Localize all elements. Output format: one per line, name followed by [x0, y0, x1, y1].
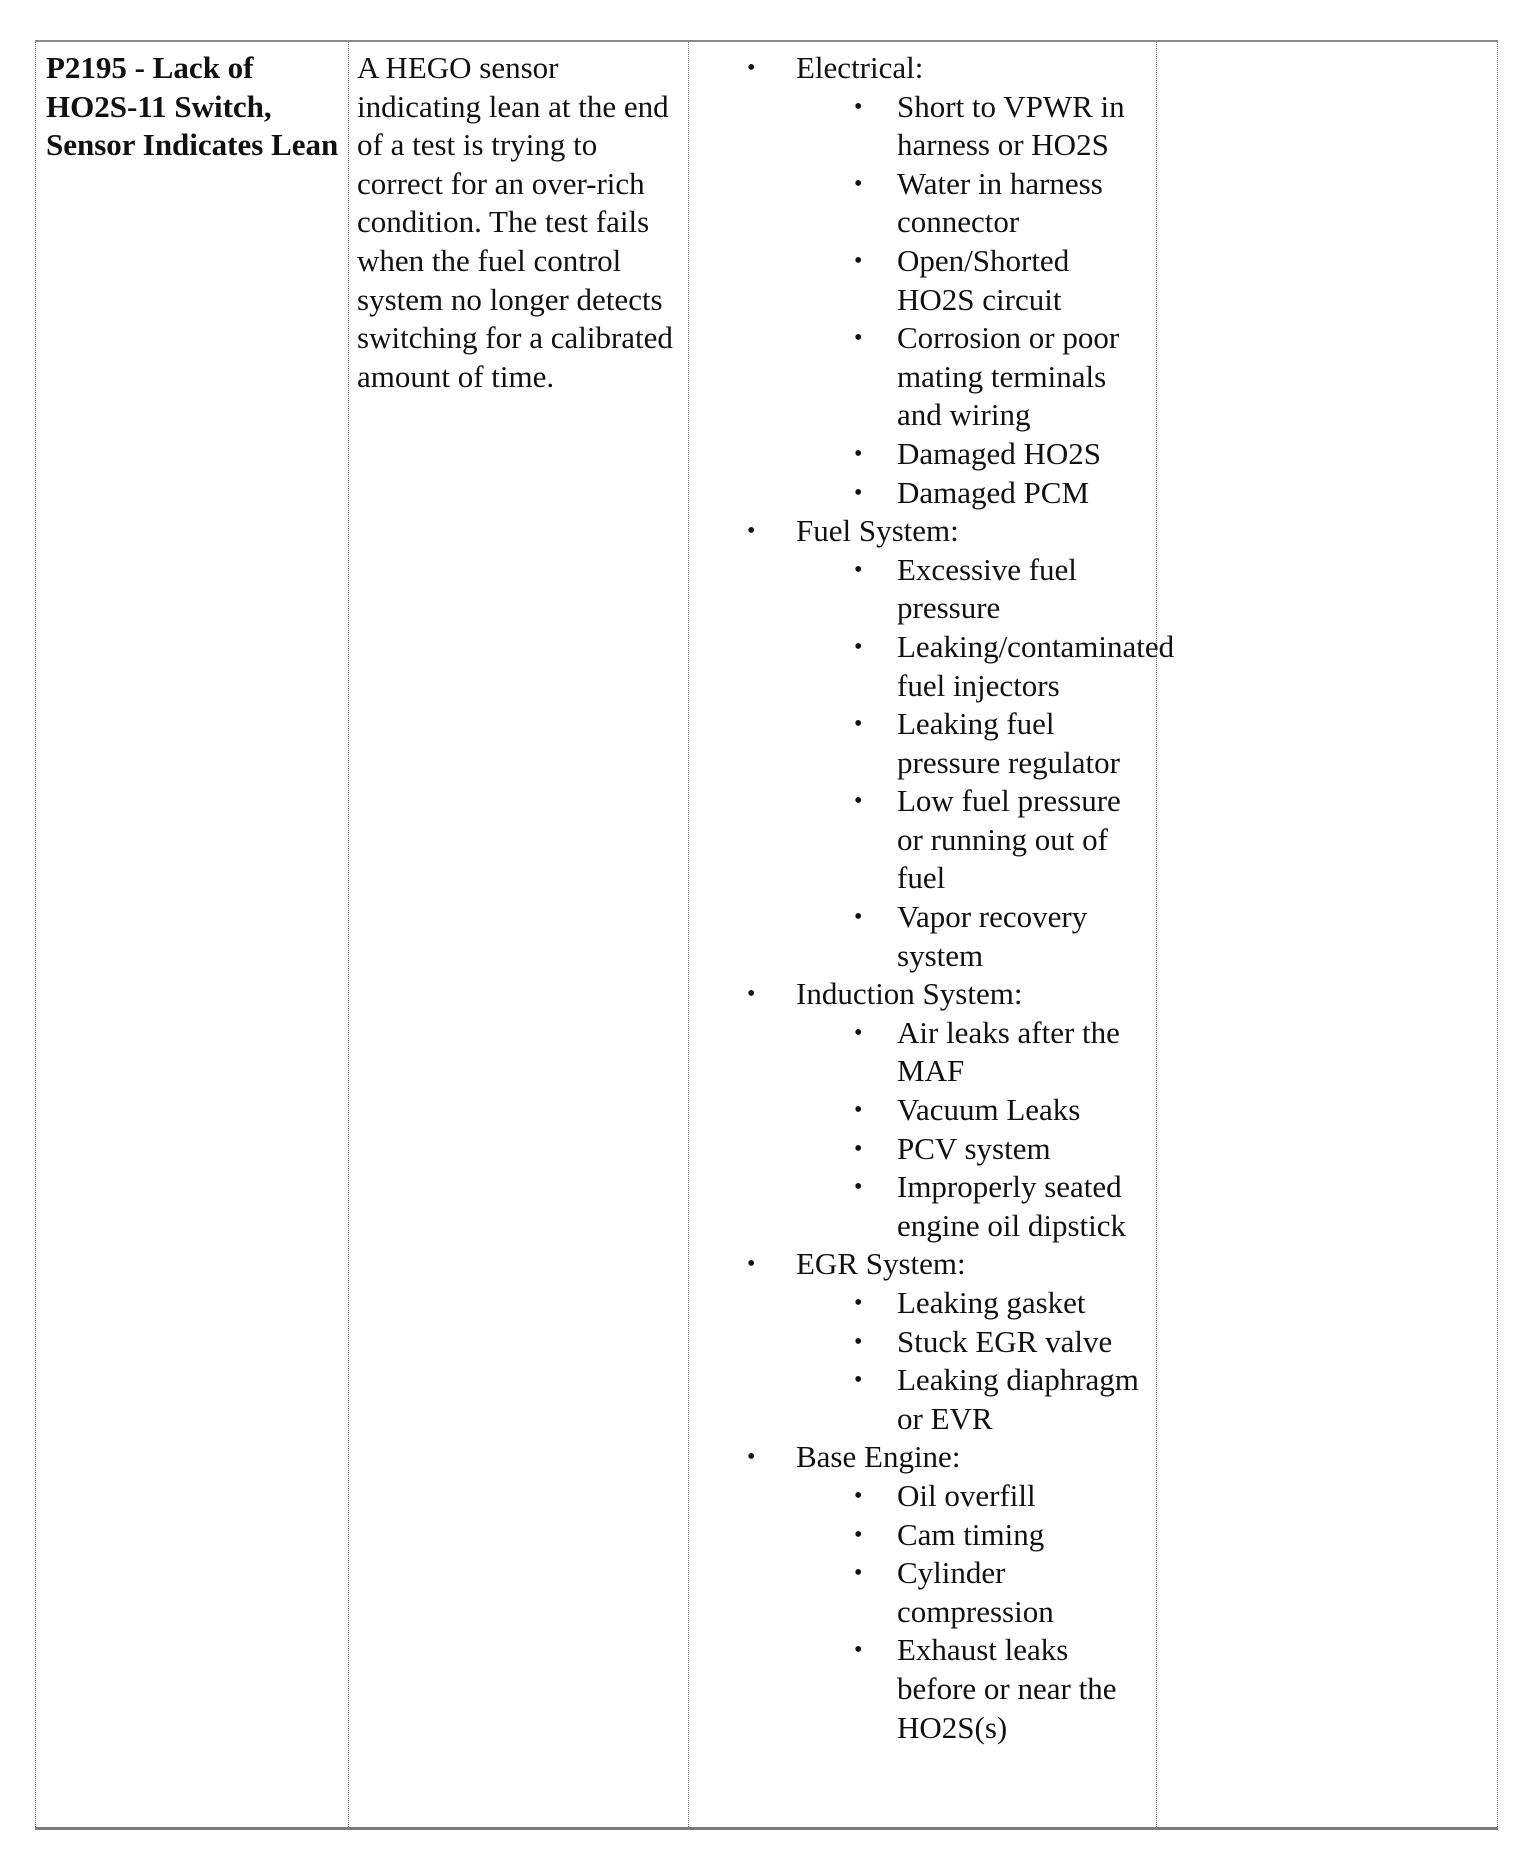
- bullet-icon: •: [854, 1328, 863, 1355]
- cause-list: [689, 49, 1175, 1747]
- bullet-icon: •: [747, 1444, 756, 1471]
- list-item: [689, 1284, 1152, 1323]
- cause-group: [689, 512, 1175, 975]
- cause-group: [689, 1245, 1152, 1438]
- bullet-icon: •: [747, 518, 756, 545]
- cause-item-text: Vacuum Leaks: [897, 1092, 1081, 1128]
- cause-item-text: Damaged PCM: [897, 474, 1090, 510]
- cause-item-text: PCV system: [897, 1130, 1051, 1166]
- bullet-icon: •: [854, 440, 863, 467]
- cause-item-text: Water in harness connector: [897, 165, 1103, 240]
- cause-item-text: Leaking diaphragm or EVR: [897, 1362, 1139, 1436]
- dtc-description: A HEGO sensor indicating lean at the end of a test is trying to correct for an over-rich condition. The test fails when the fuel control system no longer detects switching for a calibrated amount of time.: [357, 50, 673, 394]
- list-item: [689, 1631, 1152, 1747]
- list-item: [689, 705, 1152, 782]
- bullet-icon: •: [854, 711, 863, 738]
- bullet-icon: •: [854, 1135, 863, 1162]
- bullet-icon: •: [854, 1637, 863, 1664]
- bullet-icon: •: [854, 556, 863, 583]
- list-item: [689, 474, 1152, 513]
- bullet-icon: •: [854, 1560, 863, 1587]
- cause-item-text: Stuck EGR valve: [897, 1323, 1113, 1359]
- list-item: [689, 782, 1152, 898]
- cause-group-label: Base Engine:: [796, 1439, 961, 1475]
- description-cell: [349, 41, 689, 1829]
- list-item: [689, 1130, 1152, 1169]
- list-item: [689, 165, 1152, 242]
- list-item: [689, 435, 1152, 474]
- cause-item-text: Cylinder compression: [897, 1555, 1054, 1629]
- list-item: [689, 1168, 1152, 1245]
- dtc-code-title: P2195 - Lack of HO2S-11 Switch, Sensor Indicates Lean: [46, 50, 339, 163]
- cause-sub-list: [796, 1284, 1152, 1438]
- cause-item-text: Short to VPWR in harness or HO2S: [897, 88, 1125, 163]
- bullet-icon: •: [854, 479, 863, 506]
- bullet-icon: •: [854, 633, 863, 660]
- cause-group: [689, 49, 1152, 512]
- list-item: [689, 1554, 1152, 1631]
- cause-group: [689, 1438, 1152, 1747]
- bullet-icon: •: [747, 1251, 756, 1278]
- bullet-icon: •: [854, 93, 863, 120]
- list-item: [689, 1014, 1152, 1091]
- cause-item-text: Open/Shorted HO2S circuit: [897, 242, 1070, 317]
- list-item: [689, 1477, 1152, 1516]
- cause-sub-list: [796, 551, 1175, 976]
- bullet-icon: •: [854, 325, 863, 352]
- bullet-icon: •: [854, 1482, 863, 1509]
- bullet-icon: •: [747, 55, 756, 81]
- cause-item-text: Leaking/contaminated fuel injectors: [897, 628, 1175, 703]
- cause-sub-list: [796, 1014, 1152, 1246]
- cause-item-text: Improperly seated engine oil dipstick: [897, 1169, 1127, 1243]
- bullet-icon: •: [854, 247, 863, 274]
- cause-item-text: Vapor recovery system: [897, 899, 1088, 973]
- bullet-icon: •: [747, 981, 756, 1008]
- bullet-icon: •: [854, 1290, 863, 1316]
- list-item: [689, 319, 1152, 435]
- bullet-icon: •: [854, 1019, 863, 1046]
- cause-group-label: Fuel System:: [796, 513, 959, 549]
- bullet-icon: •: [854, 170, 863, 197]
- cause-item-text: Leaking gasket: [897, 1285, 1086, 1320]
- cause-item-text: Exhaust leaks before or near the HO2S(s): [897, 1632, 1117, 1745]
- list-item: [689, 1091, 1152, 1130]
- cause-group-label: Electrical:: [796, 50, 924, 85]
- list-item: [689, 88, 1152, 165]
- cause-sub-list: [796, 1477, 1152, 1747]
- cause-item-text: Air leaks after the MAF: [897, 1014, 1120, 1089]
- cause-group-label: Induction System:: [796, 976, 1023, 1012]
- cause-group-label: EGR System:: [796, 1246, 966, 1282]
- bullet-icon: •: [854, 1521, 863, 1548]
- bullet-icon: •: [854, 1174, 863, 1201]
- cause-item-text: Cam timing: [897, 1516, 1045, 1552]
- cause-item-text: Excessive fuel pressure: [897, 551, 1077, 626]
- bullet-icon: •: [854, 788, 863, 815]
- bullet-icon: •: [854, 904, 863, 931]
- notes-cell: [1157, 41, 1498, 1829]
- cause-item-text: Damaged HO2S: [897, 435, 1102, 471]
- cause-item-text: Leaking fuel pressure regulator: [897, 706, 1120, 780]
- bullet-icon: •: [854, 1097, 863, 1124]
- cause-item-text: Low fuel pressure or running out of fuel: [897, 783, 1121, 896]
- list-item: [689, 1323, 1152, 1362]
- cause-group: [689, 975, 1152, 1245]
- table-row: [36, 41, 1498, 1829]
- list-item: [689, 551, 1152, 628]
- list-item: [689, 898, 1152, 975]
- list-item: [689, 628, 1175, 705]
- possible-causes-cell: [689, 41, 1175, 1829]
- list-item: [689, 1516, 1152, 1555]
- cause-item-text: Oil overfill: [897, 1477, 1036, 1513]
- list-item: [689, 242, 1152, 319]
- list-item: [689, 1361, 1152, 1438]
- dtc-table: [35, 40, 1498, 1830]
- bullet-icon: •: [854, 1367, 863, 1394]
- code-cell: [36, 41, 349, 1829]
- cause-sub-list: [796, 88, 1152, 513]
- cause-item-text: Corrosion or poor mating terminals and wiring: [897, 320, 1120, 433]
